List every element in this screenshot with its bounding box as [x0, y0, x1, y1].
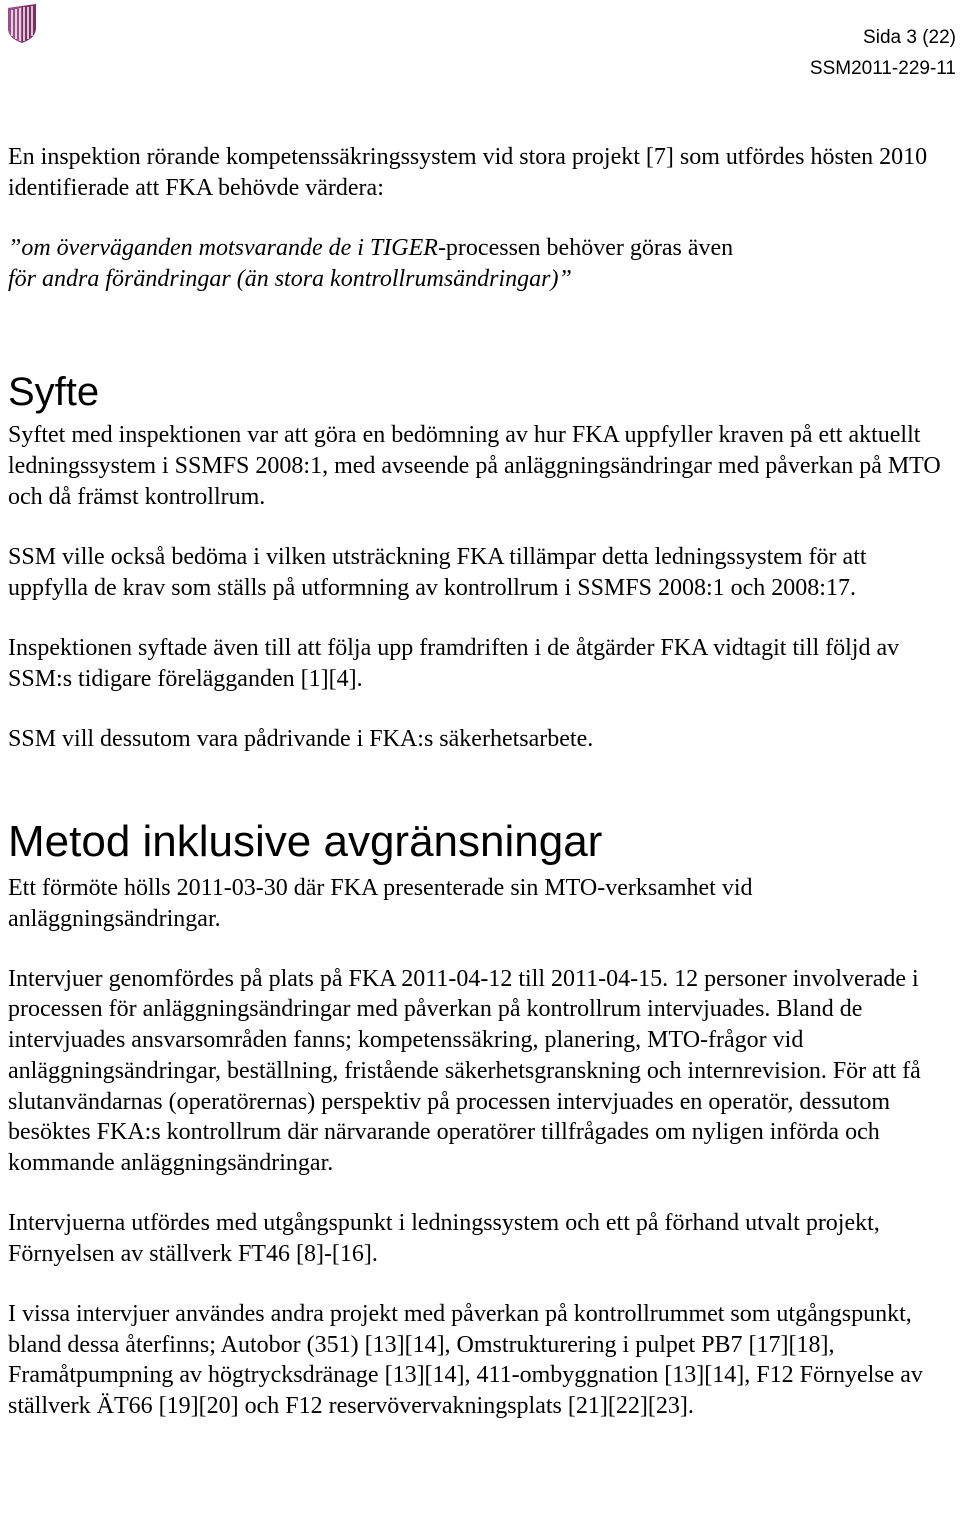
syfte-paragraph: Syftet med inspektionen var att göra en bedömning av hur FKA uppfyller kraven på ett aktuellt ledningssystem i SSMFS 2008:1, med avseende på anläggningsändringar med påverkan på MTO och då främst kontrollrum. — [8, 422, 941, 510]
section-heading-metod: Metod inklusive avgränsningar — [8, 817, 603, 867]
document-id: SSM2011-229-11 — [809, 58, 956, 79]
ssm-logo-icon — [6, 2, 38, 44]
section-heading-syfte: Syfte — [8, 370, 100, 415]
metod-paragraph: Ett förmöte hölls 2011-03-30 där FKA presenterade sin MTO-verksamhet vid anläggningsändringar. — [8, 874, 753, 932]
intro-paragraph: En inspektion rörande kompetenssäkringssystem vid stora projekt [7] som utfördes hösten 2010 identifierade att FKA behövde värdera: — [8, 144, 928, 201]
syfte-paragraph: SSM vill dessutom vara pådrivande i FKA:s säkerhetsarbete. — [8, 725, 594, 752]
intro-quote: ”om överväganden motsvarande de i TIGER-processen behöver göras även för andra förändringar (än stora kontrollrumsändringar)” — [8, 234, 734, 292]
syfte-paragraph: Inspektionen syftade även till att följa upp framdriften i de åtgärder FKA vidtagit till följd av SSM:s tidigare förelägganden [1][4]. — [8, 634, 900, 692]
syfte-paragraph: SSM ville också bedöma i vilken utsträckning FKA tillämpar detta ledningssystem för att uppfylla de krav som ställs på utformning av kontrollrum i SSMFS 2008:1 och 2008:17. — [8, 543, 867, 601]
metod-paragraph: I vissa intervjuer användes andra projekt med påverkan på kontrollrummet som utgångspunkt, bland dessa återfinns; Autobor (351) [13][14], Omstrukturering i pulpet PB7 [17][18], Framåtpumpning av högtrycksdränage [13][14], 411-ombyggnation [13][14], F12 Förnyelse av ställverk ÄT66 [19][20] och F12 reservövervakningsplats [21][22][23]. — [8, 1301, 923, 1420]
document-body — [8, 142, 948, 1451]
page-number: Sida 3 (22) — [863, 27, 956, 48]
metod-paragraph: Intervjuer genomfördes på plats på FKA 2011-04-12 till 2011-04-15. 12 personer involverade i processen för anläggningsändringar med påverkan på kontrollrum intervjuades. Bland de intervjuades ansvarsområden fanns; kompetenssäkring, planering, MTO-frågor vid anläggningsändringar, beställning, fristående säkerhetsgranskning och internrevision. För att få slutanvändarnas (operatörernas) perspektiv på processen intervjuades en operatör, dessutom besöktes FKA:s kontrollrum där närvarande operatörer tillfrågades om nyligen införda och kommande anläggningsändringar. — [8, 965, 921, 1176]
metod-paragraph: Intervjuerna utfördes med utgångspunkt i ledningssystem och ett på förhand utvalt projekt, Förnyelsen av ställverk FT46 [8]-[16]. — [8, 1210, 880, 1267]
page-header — [810, 22, 956, 84]
